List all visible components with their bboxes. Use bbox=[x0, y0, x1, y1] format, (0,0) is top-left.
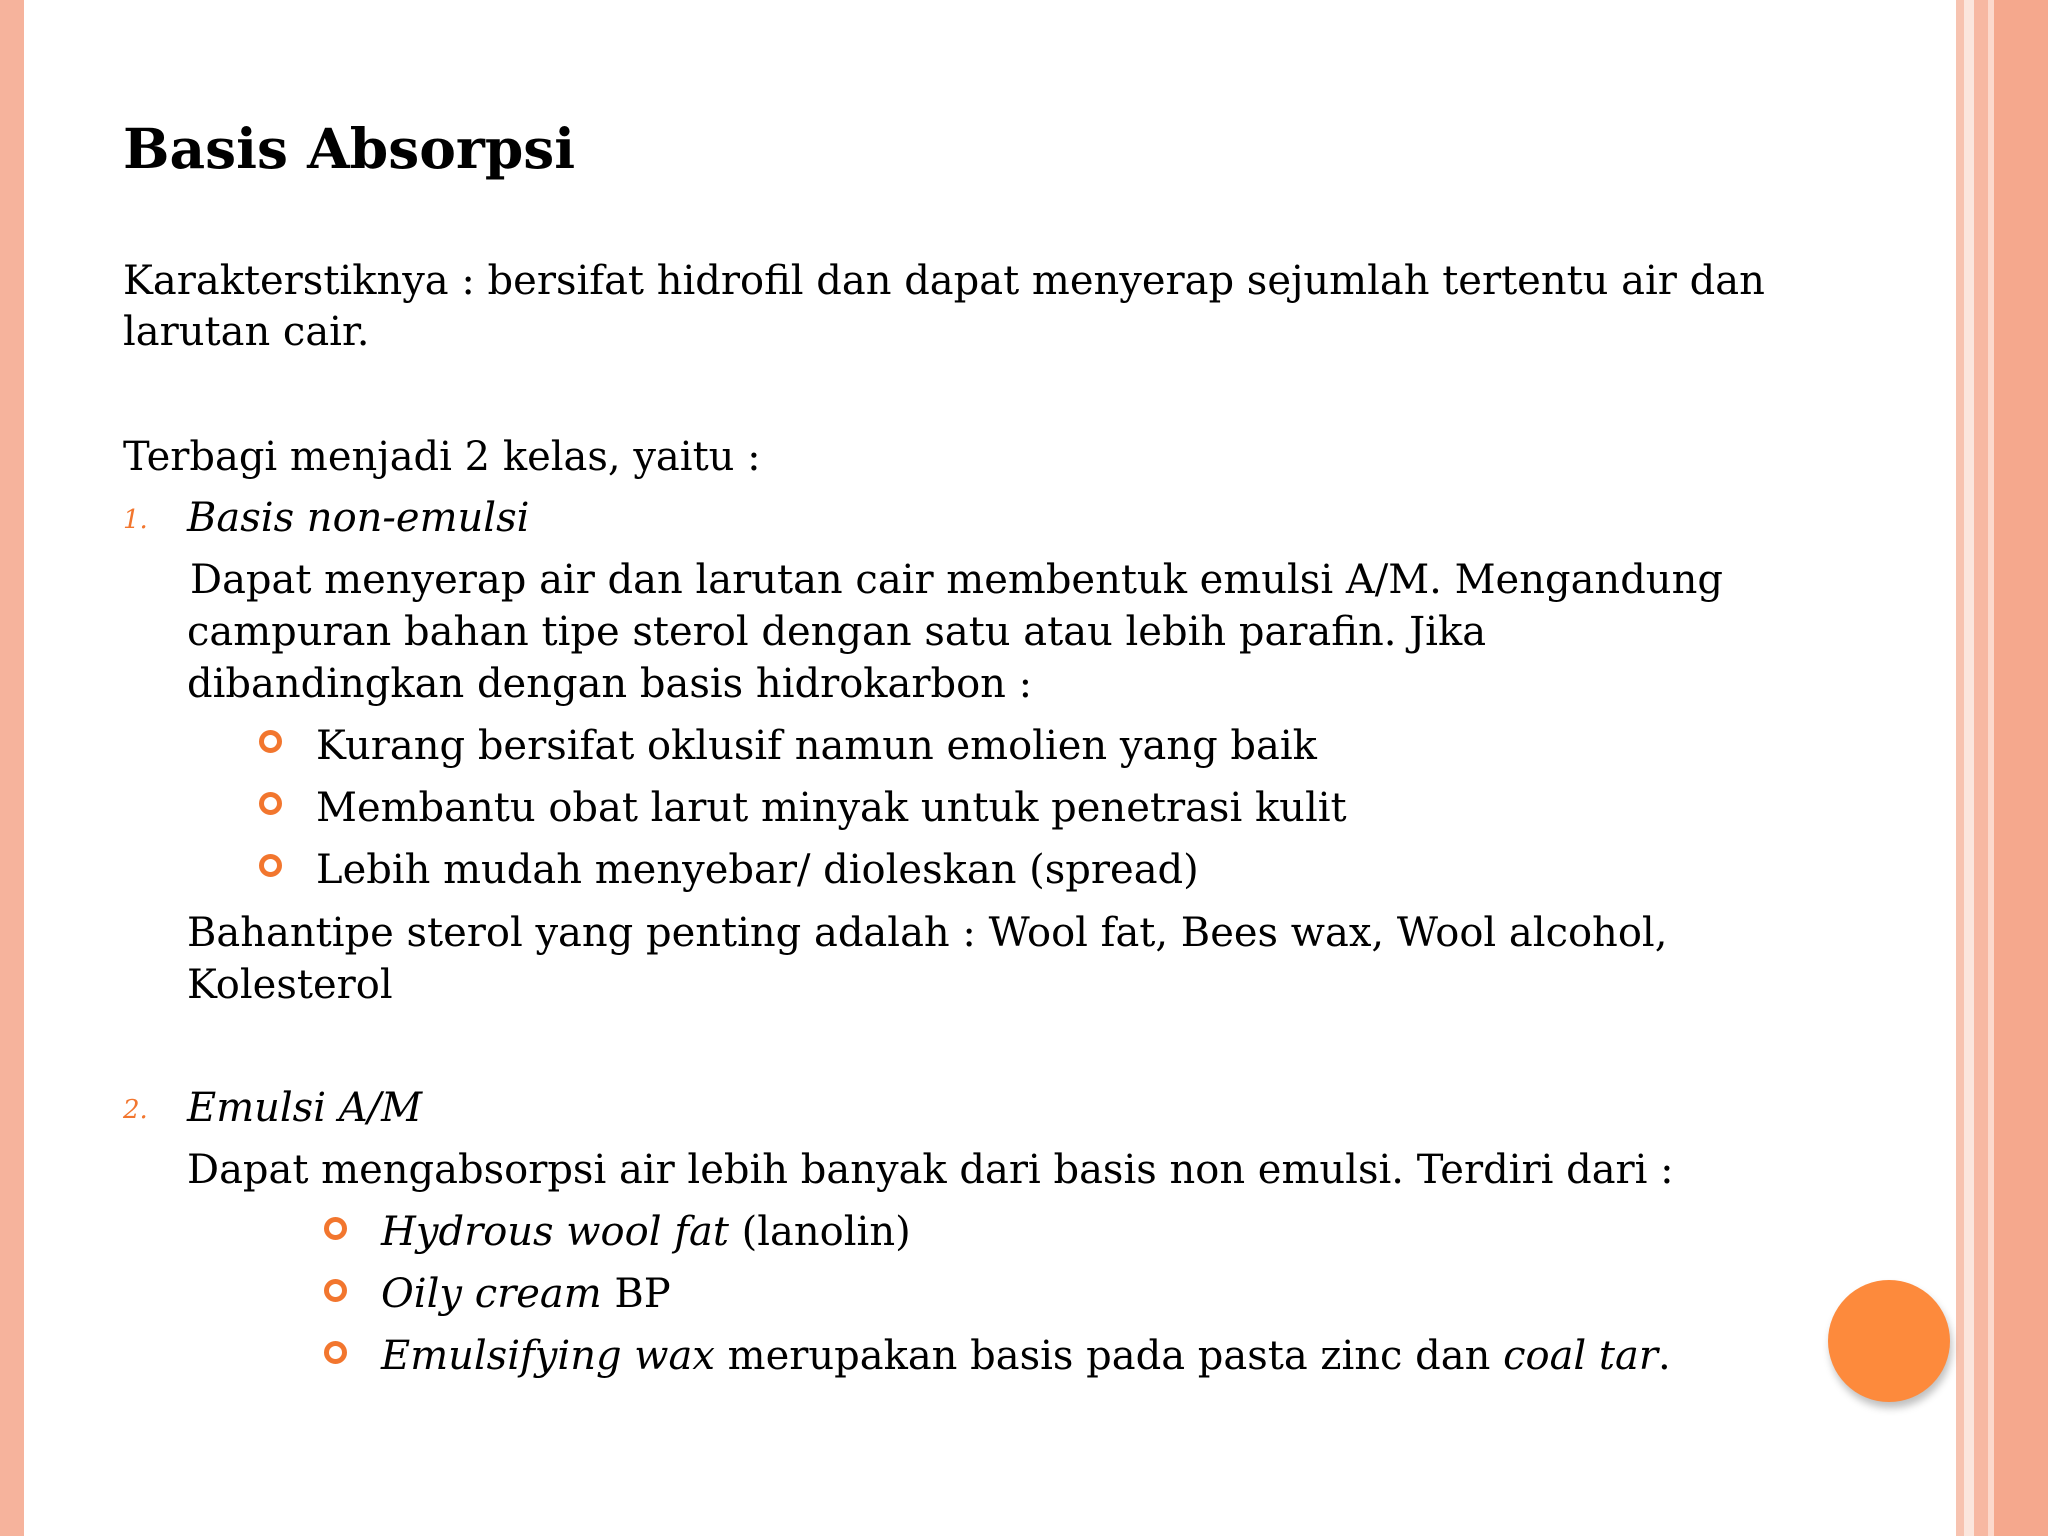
right-decorative-stripes bbox=[1956, 0, 2048, 1536]
item1-sterol-line-1: Bahantipe sterol yang penting adalah : Wool fat, Bees wax, Wool alcohol, bbox=[187, 910, 1668, 956]
item2-heading: Emulsi A/M bbox=[187, 1085, 423, 1131]
item2-bullet-2 bbox=[381, 1268, 671, 1320]
item1-bullet-2: Membantu obat larut minyak untuk penetrasi kulit bbox=[316, 785, 1347, 831]
item2-bullet-3-normal: merupakan basis pada pasta zinc dan bbox=[714, 1333, 1504, 1379]
orange-circle-decoration bbox=[1828, 1280, 1950, 1402]
stripe bbox=[1964, 0, 1974, 1536]
bullet-circle-icon bbox=[324, 1279, 347, 1302]
item2-bullet-2-normal: BP bbox=[601, 1271, 671, 1317]
item2-bullet-1-normal: (lanolin) bbox=[728, 1209, 911, 1255]
item2-bullet-1-italic: Hydrous wool fat bbox=[381, 1209, 729, 1255]
item1-bullet-1: Kurang bersifat oklusif namun emolien yang baik bbox=[316, 723, 1317, 769]
bullet-circle-icon bbox=[259, 792, 282, 815]
item2-bullet-3-italic: Emulsifying wax bbox=[381, 1333, 715, 1379]
list-number-1: 1. bbox=[123, 505, 148, 535]
item2-desc-line-1: Dapat mengabsorpsi air lebih banyak dari basis non emulsi. Terdiri dari : bbox=[187, 1147, 1674, 1193]
item1-desc-line-2: campuran bahan tipe sterol dengan satu atau lebih parafin. Jika bbox=[187, 609, 1487, 655]
item2-bullet-3 bbox=[381, 1330, 1671, 1382]
item2-bullet-3-tail: . bbox=[1657, 1333, 1671, 1379]
classes-intro: Terbagi menjadi 2 kelas, yaitu : bbox=[123, 434, 761, 480]
list-number-2: 2. bbox=[123, 1095, 148, 1125]
stripe bbox=[1974, 0, 1988, 1536]
bullet-circle-icon bbox=[259, 730, 282, 753]
item2-bullet-2-italic: Oily cream bbox=[381, 1271, 602, 1317]
item1-sterol-line-2: Kolesterol bbox=[187, 962, 393, 1008]
stripe bbox=[1994, 0, 2048, 1536]
item1-desc-line-1: Dapat menyerap air dan larutan cair membentuk emulsi A/M. Mengandung bbox=[190, 557, 1723, 603]
stripe bbox=[1956, 0, 1964, 1536]
item1-bullet-3: Lebih mudah menyebar/ dioleskan (spread) bbox=[316, 847, 1199, 893]
left-decorative-stripe bbox=[0, 0, 24, 1536]
slide-title: Basis Absorpsi bbox=[123, 116, 576, 181]
bullet-circle-icon bbox=[324, 1341, 347, 1364]
item1-desc-line-3: dibandingkan dengan basis hidrokarbon : bbox=[187, 661, 1033, 707]
intro-line-2: larutan cair. bbox=[123, 309, 370, 355]
item2-bullet-1 bbox=[381, 1206, 911, 1258]
item2-bullet-3-italic-2: coal tar bbox=[1503, 1333, 1658, 1379]
item1-heading: Basis non-emulsi bbox=[187, 495, 530, 541]
bullet-circle-icon bbox=[259, 854, 282, 877]
intro-line-1: Karakterstiknya : bersifat hidrofil dan dapat menyerap sejumlah tertentu air dan bbox=[123, 258, 1765, 304]
bullet-circle-icon bbox=[324, 1217, 347, 1240]
